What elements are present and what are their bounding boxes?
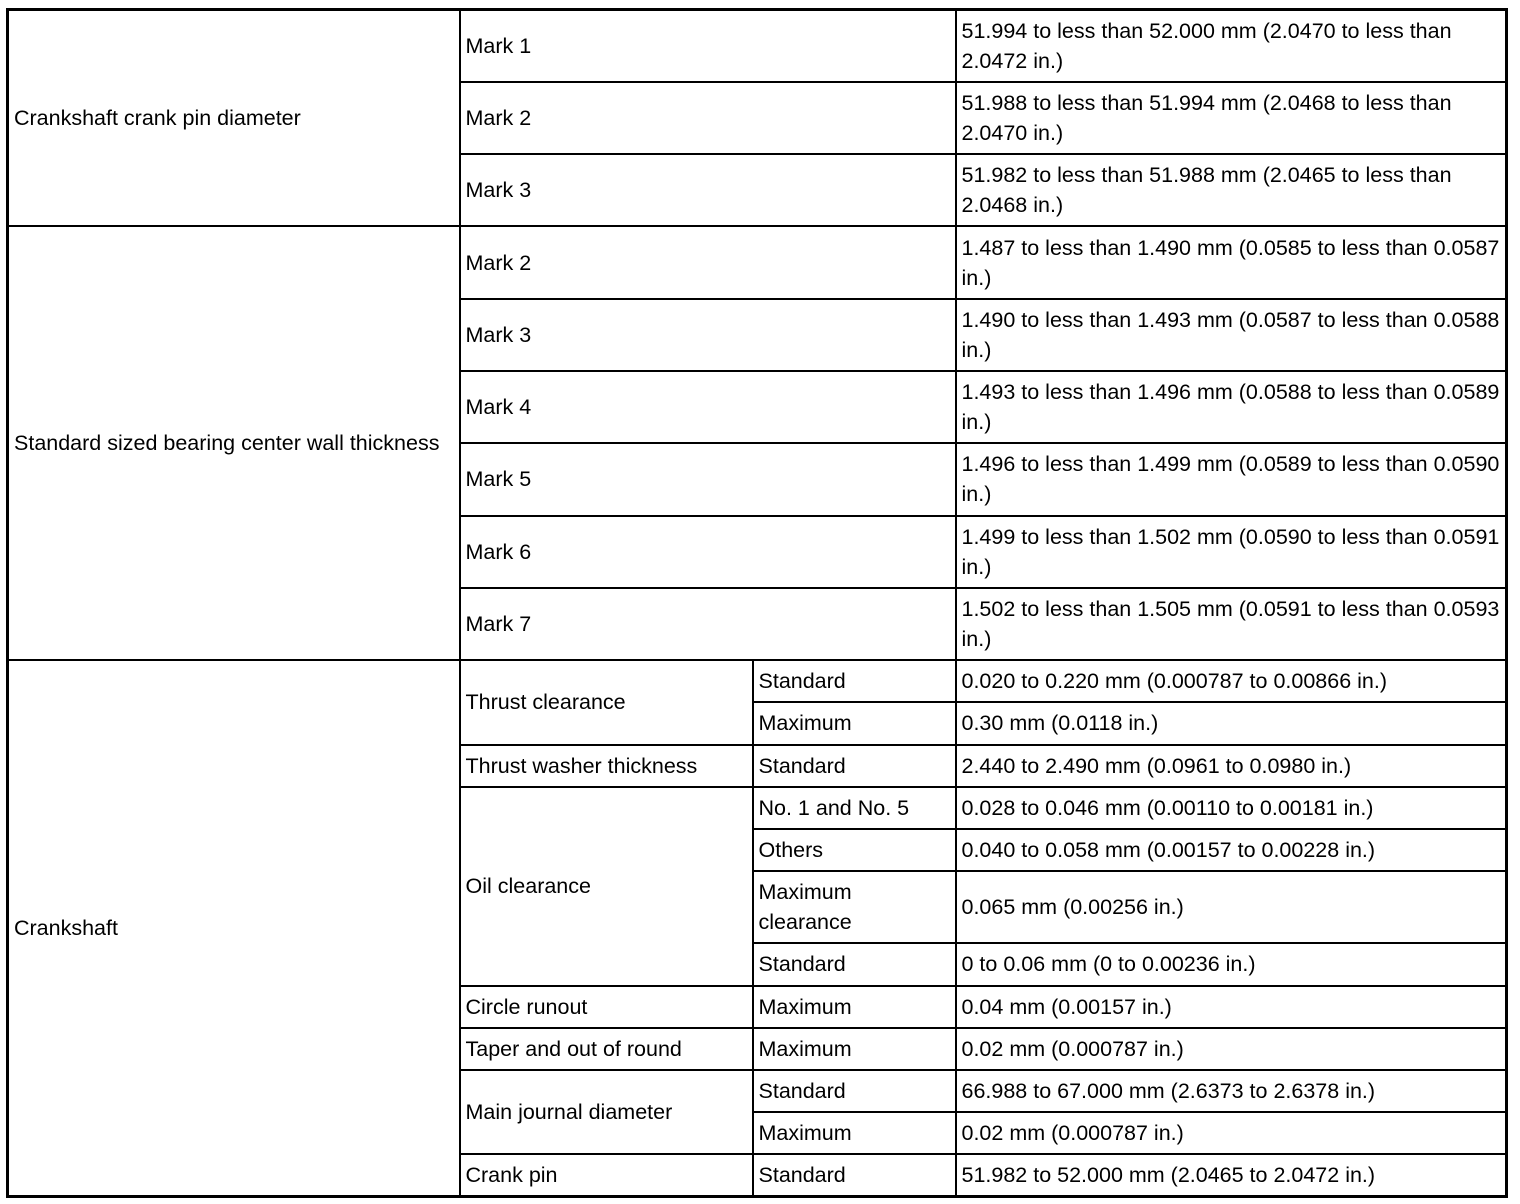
sub-parameter-cell: Main journal diameter: [460, 1070, 753, 1154]
value-cell: 1.490 to less than 1.493 mm (0.0587 to less than 0.0588 in.): [956, 299, 1507, 371]
value-cell: 2.440 to 2.490 mm (0.0961 to 0.0980 in.): [956, 745, 1507, 787]
value-cell: 51.994 to less than 52.000 mm (2.0470 to less than 2.0472 in.): [956, 10, 1507, 82]
value-cell: 0.040 to 0.058 mm (0.00157 to 0.00228 in.): [956, 829, 1507, 871]
condition-cell: Maximum clearance: [753, 871, 956, 943]
condition-cell: Maximum: [753, 1112, 956, 1154]
sub-parameter-cell: Mark 4: [460, 371, 956, 443]
parameter-cell: Crankshaft crank pin diameter: [8, 10, 460, 227]
condition-cell: Standard: [753, 745, 956, 787]
value-cell: 1.496 to less than 1.499 mm (0.0589 to less than 0.0590 in.): [956, 443, 1507, 515]
table-row: [8, 226, 1507, 298]
condition-cell: Maximum: [753, 986, 956, 1028]
value-cell: 51.982 to 52.000 mm (2.0465 to 2.0472 in.): [956, 1154, 1507, 1196]
value-cell: 0.028 to 0.046 mm (0.00110 to 0.00181 in.): [956, 787, 1507, 829]
sub-parameter-cell: Oil clearance: [460, 787, 753, 986]
condition-cell: Others: [753, 829, 956, 871]
sub-parameter-cell: Mark 2: [460, 226, 956, 298]
sub-parameter-cell: Mark 7: [460, 588, 956, 660]
value-cell: 51.982 to less than 51.988 mm (2.0465 to less than 2.0468 in.): [956, 154, 1507, 226]
value-cell: 0 to 0.06 mm (0 to 0.00236 in.): [956, 943, 1507, 985]
value-cell: 1.493 to less than 1.496 mm (0.0588 to less than 0.0589 in.): [956, 371, 1507, 443]
sub-parameter-cell: Circle runout: [460, 986, 753, 1028]
sub-parameter-cell: Taper and out of round: [460, 1028, 753, 1070]
value-cell: 51.988 to less than 51.994 mm (2.0468 to less than 2.0470 in.): [956, 82, 1507, 154]
sub-parameter-cell: Crank pin: [460, 1154, 753, 1196]
sub-parameter-cell: Mark 6: [460, 516, 956, 588]
condition-cell: No. 1 and No. 5: [753, 787, 956, 829]
sub-parameter-cell: Thrust washer thickness: [460, 745, 753, 787]
sub-parameter-cell: Mark 3: [460, 154, 956, 226]
condition-cell: Standard: [753, 660, 956, 702]
spec-table: [6, 8, 1508, 1198]
sub-parameter-cell: Mark 5: [460, 443, 956, 515]
value-cell: 0.02 mm (0.000787 in.): [956, 1112, 1507, 1154]
parameter-cell: Standard sized bearing center wall thickness: [8, 226, 460, 660]
condition-cell: Maximum: [753, 702, 956, 744]
sub-parameter-cell: Mark 2: [460, 82, 956, 154]
value-cell: 66.988 to 67.000 mm (2.6373 to 2.6378 in.): [956, 1070, 1507, 1112]
value-cell: 1.499 to less than 1.502 mm (0.0590 to less than 0.0591 in.): [956, 516, 1507, 588]
condition-cell: Standard: [753, 1070, 956, 1112]
table-row: [8, 660, 1507, 702]
parameter-cell: Crankshaft: [8, 660, 460, 1196]
value-cell: 1.487 to less than 1.490 mm (0.0585 to less than 0.0587 in.): [956, 226, 1507, 298]
sub-parameter-cell: Thrust clearance: [460, 660, 753, 744]
value-cell: 0.065 mm (0.00256 in.): [956, 871, 1507, 943]
condition-cell: Maximum: [753, 1028, 956, 1070]
value-cell: 0.04 mm (0.00157 in.): [956, 986, 1507, 1028]
condition-cell: Standard: [753, 943, 956, 985]
table-row: [8, 10, 1507, 82]
value-cell: 0.020 to 0.220 mm (0.000787 to 0.00866 in.): [956, 660, 1507, 702]
value-cell: 1.502 to less than 1.505 mm (0.0591 to less than 0.0593 in.): [956, 588, 1507, 660]
value-cell: 0.30 mm (0.0118 in.): [956, 702, 1507, 744]
condition-cell: Standard: [753, 1154, 956, 1196]
sub-parameter-cell: Mark 3: [460, 299, 956, 371]
sub-parameter-cell: Mark 1: [460, 10, 956, 82]
value-cell: 0.02 mm (0.000787 in.): [956, 1028, 1507, 1070]
